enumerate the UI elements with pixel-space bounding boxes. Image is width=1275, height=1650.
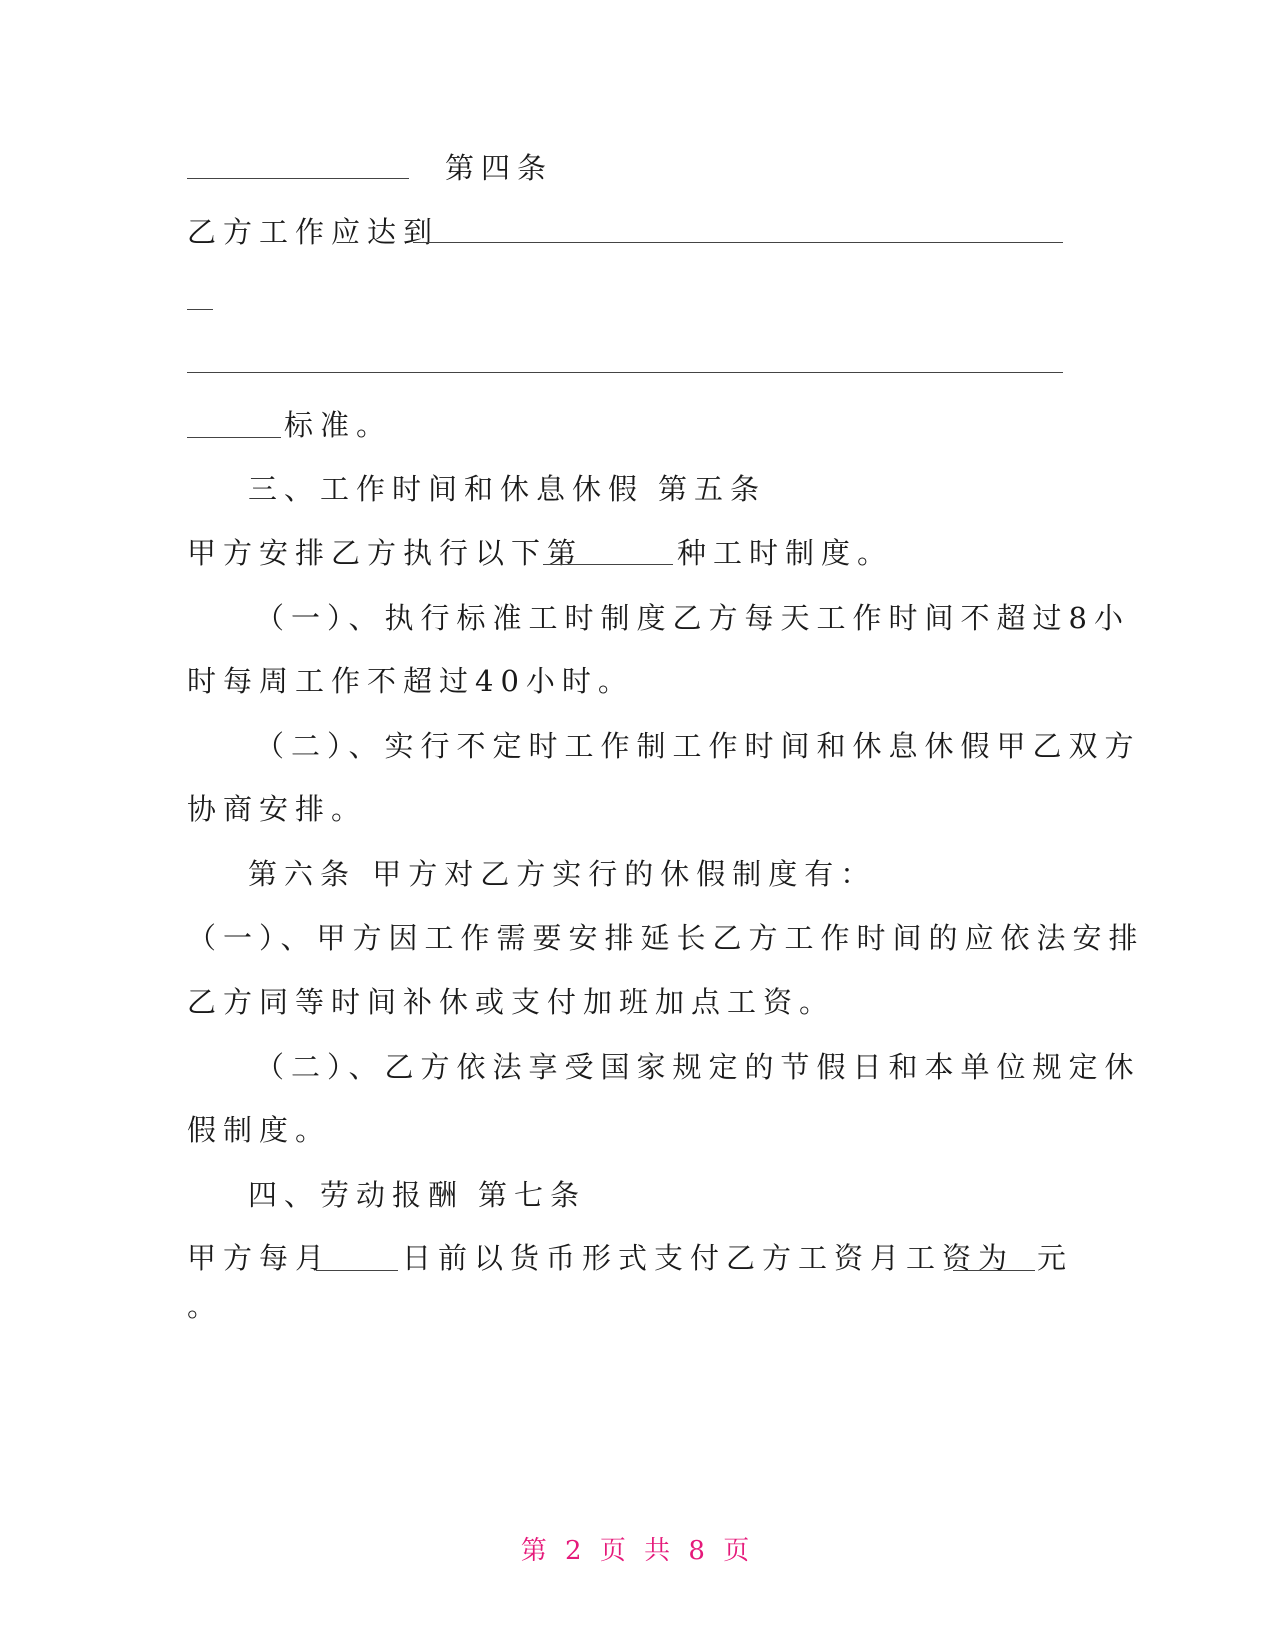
work-standard-text: 乙方工作应达到 bbox=[187, 215, 440, 249]
salary-text-end: 元 bbox=[1037, 1241, 1074, 1275]
article-six-heading: 第六条 甲方对乙方实行的休假制度有： bbox=[248, 857, 877, 891]
working-hours-text: 甲方安排乙方执行以下第 bbox=[187, 536, 584, 570]
blank-underline bbox=[187, 309, 213, 310]
holiday-clause: （二）、乙方依法享受国家规定的节假日和本单位规定休 bbox=[255, 1050, 1141, 1084]
holiday-clause-cont: 假制度。 bbox=[187, 1113, 332, 1147]
flexible-hours-clause-cont: 协商安排。 bbox=[187, 792, 368, 826]
blank-underline bbox=[543, 564, 673, 565]
article-four-heading: 第四条 bbox=[445, 151, 554, 185]
section-four-heading: 四、劳动报酬 bbox=[248, 1178, 465, 1212]
working-hours-text-end: 种工时制度。 bbox=[677, 536, 894, 570]
blank-underline bbox=[953, 1270, 1035, 1271]
overtime-clause: （一）、甲方因工作需要安排延长乙方工作时间的应依法安排 bbox=[187, 921, 1145, 955]
standard-hours-clause-cont: 时每周工作不超过40小时。 bbox=[187, 664, 634, 698]
blank-underline bbox=[187, 437, 281, 438]
article-five-heading: 第五条 bbox=[658, 472, 767, 506]
salary-text-middle: 日前以货币形式支付乙方工资月工资为 bbox=[402, 1241, 1015, 1275]
page-number-footer: 第 2 页 共 8 页 bbox=[520, 1536, 755, 1566]
blank-underline bbox=[187, 372, 1063, 373]
section-three-heading: 三、工作时间和休息休假 bbox=[248, 472, 645, 506]
blank-underline bbox=[187, 178, 409, 179]
salary-period: 。 bbox=[187, 1289, 224, 1323]
article-seven-heading: 第七条 bbox=[478, 1178, 587, 1212]
overtime-clause-cont: 乙方同等时间补休或支付加班加点工资。 bbox=[187, 985, 836, 1019]
flexible-hours-clause: （二）、实行不定时工作制工作时间和休息休假甲乙双方 bbox=[255, 729, 1141, 763]
standard-hours-clause: （一）、执行标准工时制度乙方每天工作时间不超过8小 bbox=[255, 601, 1130, 635]
blank-underline bbox=[316, 1270, 398, 1271]
salary-text-start: 甲方每月 bbox=[187, 1241, 332, 1275]
blank-underline bbox=[413, 242, 1063, 243]
standard-text: 标准。 bbox=[284, 408, 393, 442]
